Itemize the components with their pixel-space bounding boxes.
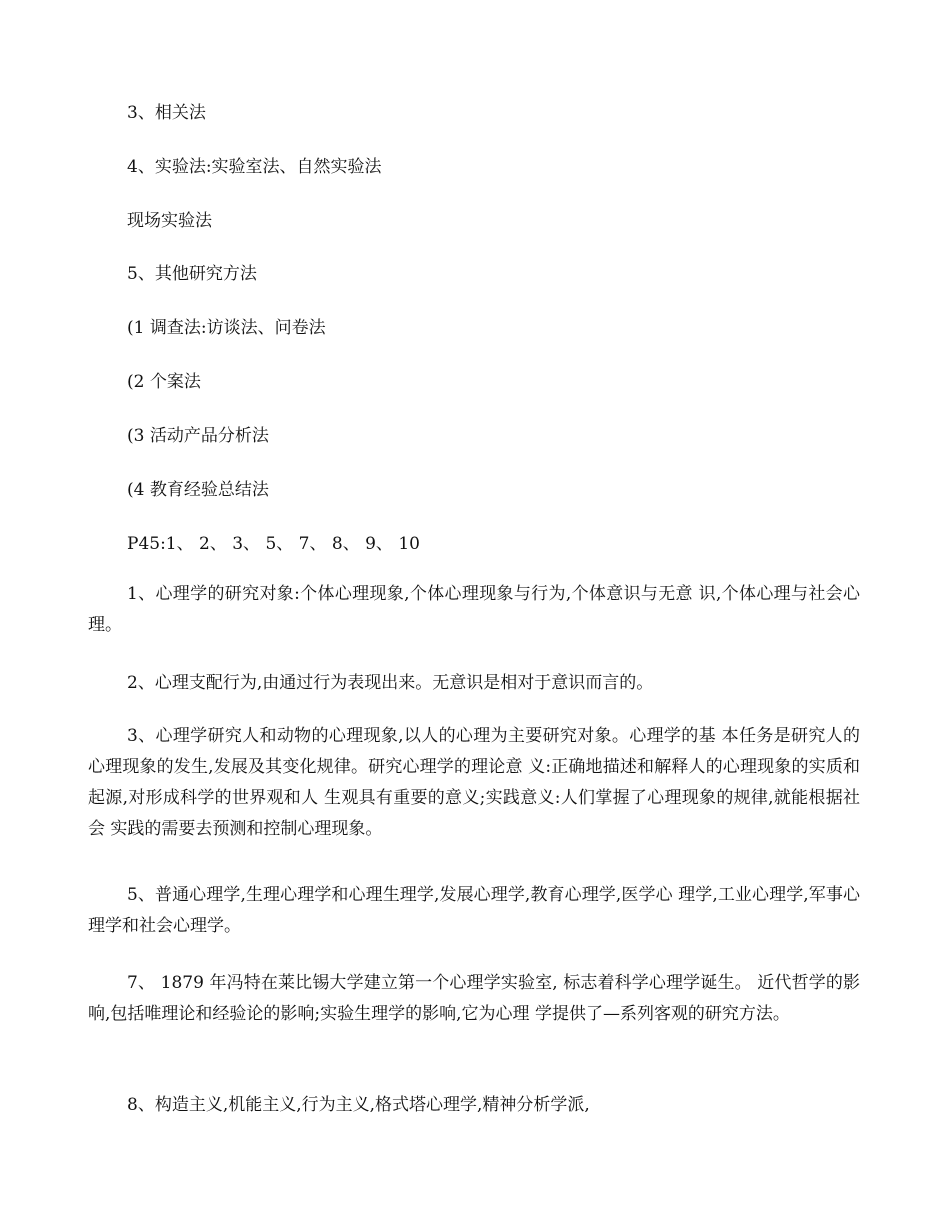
sub-item-product-analysis: (3 活动产品分析法 <box>127 426 269 446</box>
answer-paragraph-8: 8、构造主义,机能主义,行为主义,格式塔心理学,精神分析学派, <box>127 1095 590 1115</box>
sub-item-survey: (1 调查法:访谈法、问卷法 <box>127 318 326 338</box>
method-item-correlation: 3、相关法 <box>127 103 206 123</box>
method-item-field-experiment: 现场实验法 <box>127 211 212 231</box>
method-item-experiment: 4、实验法:实验室法、自然实验法 <box>127 157 382 177</box>
answer-paragraph-5: 5、普通心理学,生理心理学和心理生理学,发展心理学,教育心理学,医学心 理学,工业心理学,军事心理学和社会心理学。 <box>88 885 860 936</box>
answer-paragraph-1: 1、心理学的研究对象:个体心理现象,个体心理现象与行为,个体意识与无意 识,个体心理与社会心理。 <box>88 584 860 635</box>
answer-paragraph-2: 2、心理支配行为,由通过行为表现出来。无意识是相对于意识而言的。 <box>127 673 654 693</box>
answer-paragraph-3: 3、心理学研究人和动物的心理现象,以人的心理为主要研究对象。心理学的基 本任务是研究人的心理现象的发生,发展及其变化规律。研究心理学的理论意 义:正确地描述和解释人的心理现象的实质和起源,对形成科学的世界观和人 生观具有重要的意义;实践意义:人们掌握了心理现象的规律,就能根据社会 实践的需要去预测和控制心理现象。 <box>88 726 860 839</box>
exercise-reference: P45:1、 2、 3、 5、 7、 8、 9、 10 <box>127 534 420 554</box>
sub-item-experience-summary: (4 教育经验总结法 <box>127 480 269 500</box>
sub-item-case-study: (2 个案法 <box>127 372 201 392</box>
method-item-other: 5、其他研究方法 <box>127 264 257 284</box>
answer-paragraph-7: 7、 1879 年冯特在莱比锡大学建立第一个心理学实验室, 标志着科学心理学诞生。 近代哲学的影响,包括唯理论和经验论的影响;实验生理学的影响,它为心理 学提供了—系列客观的研究方法。 <box>88 973 860 1024</box>
